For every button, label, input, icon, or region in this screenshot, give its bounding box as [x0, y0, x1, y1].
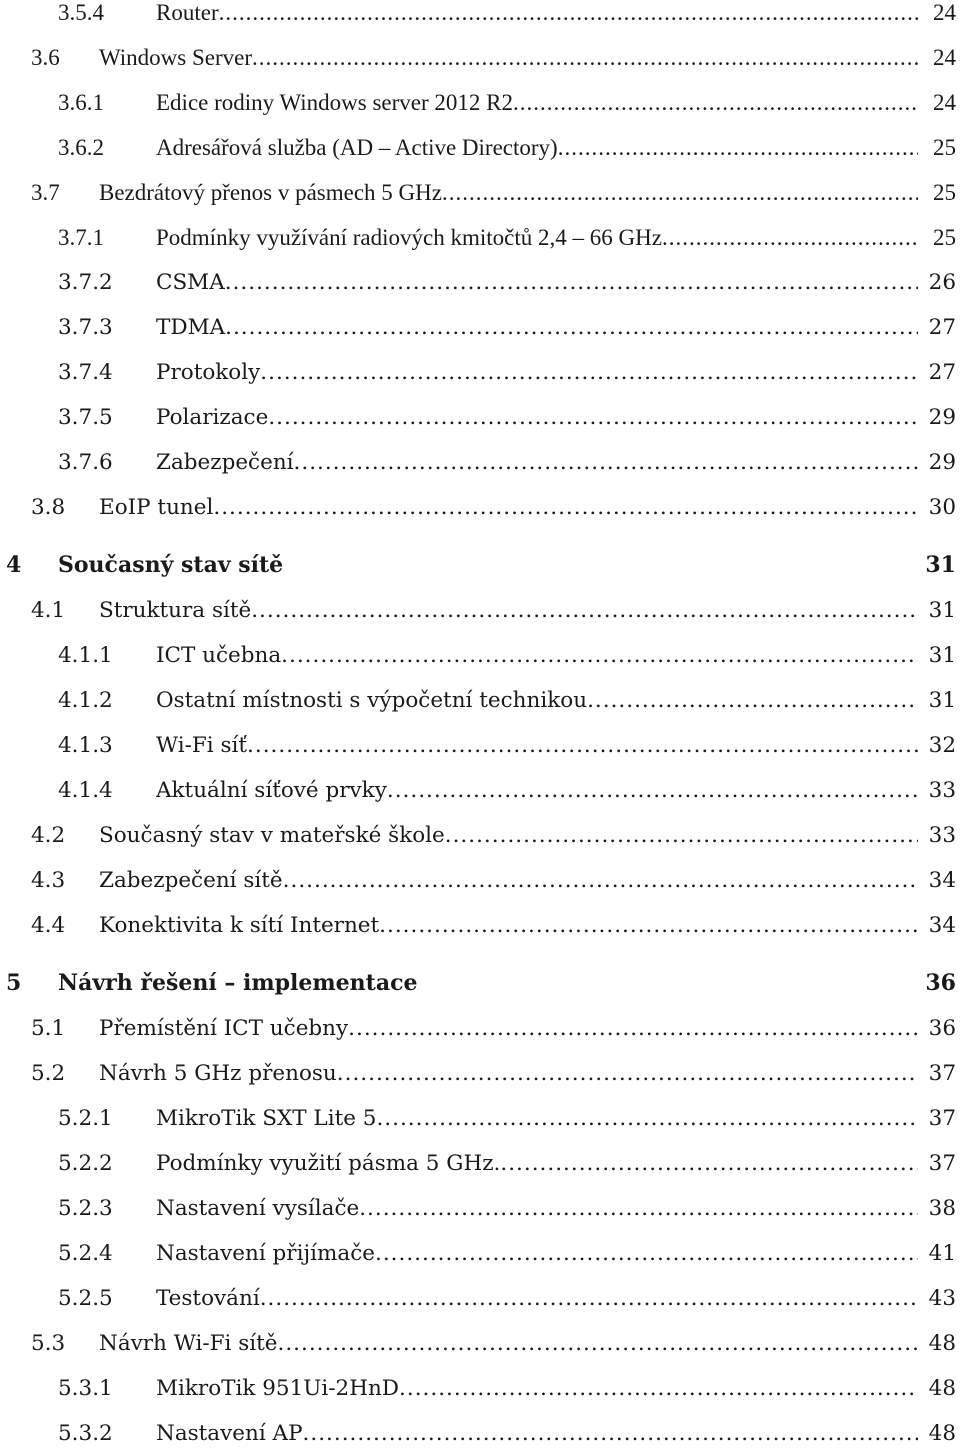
toc-entry-page-number: 38	[928, 1196, 956, 1221]
toc-entry-page-number: 36	[928, 1016, 956, 1041]
toc-entry-title: Přemístění ICT učebny	[99, 1016, 349, 1041]
toc-entry-title-wrap	[156, 1192, 918, 1226]
toc-entry-page-number: 25	[933, 225, 956, 250]
toc-entry-title: Polarizace	[156, 405, 269, 430]
toc-entry-title-wrap	[156, 1102, 918, 1136]
toc-entry-number: 3.7.1	[58, 225, 104, 250]
toc-entry-title-wrap	[156, 1237, 918, 1271]
toc-entry-page-number: 25	[933, 180, 956, 205]
toc-entry[interactable]	[0, 1102, 960, 1136]
toc-entry-title: Nastavení přijímače	[156, 1241, 375, 1266]
toc-entry-title-wrap	[156, 311, 918, 345]
toc-entry-number: 3.6	[31, 45, 60, 70]
dot-leader	[219, 0, 918, 30]
toc-entry-number: 3.6.2	[58, 135, 104, 160]
toc-entry-title-wrap	[156, 639, 918, 673]
dot-leader	[278, 1327, 919, 1361]
toc-entry[interactable]	[0, 131, 960, 165]
toc-entry-page-number: 31	[928, 643, 956, 668]
toc-entry-title: Návrh řešení – implementace	[58, 970, 418, 996]
toc-entry-title: Edice rodiny Windows server 2012 R2	[156, 90, 514, 115]
toc-entry-number: 4.1.2	[58, 688, 113, 713]
toc-entry-number: 3.8	[31, 495, 66, 520]
toc-entry-page-number: 31	[928, 688, 956, 713]
toc-entry-title: Současný stav sítě	[58, 552, 284, 578]
dot-leader	[225, 266, 918, 300]
dot-leader	[379, 909, 918, 943]
toc-entry-title-wrap	[99, 491, 918, 525]
toc-entry-page-number: 48	[928, 1331, 956, 1356]
toc-entry-number: 3.7.6	[58, 450, 113, 475]
toc-entry-number: 3.7.3	[58, 315, 113, 340]
toc-entry[interactable]	[0, 1327, 960, 1361]
toc-entry[interactable]	[0, 864, 960, 898]
toc-entry-title: Nastavení vysílače	[156, 1196, 360, 1221]
toc-entry-page-number: 34	[928, 913, 956, 938]
dot-leader	[294, 446, 918, 480]
toc-entry-number: 5.2.4	[58, 1241, 113, 1266]
toc-entry-title: Adresářová služba (AD – Active Directory)	[156, 135, 558, 160]
toc-entry-title: MikroTik SXT Lite 5	[156, 1106, 377, 1131]
toc-entry-title-wrap	[156, 1372, 918, 1406]
toc-entry[interactable]	[0, 1237, 960, 1271]
toc-entry-title: ICT učebna	[156, 643, 282, 668]
toc-entry[interactable]	[0, 1057, 960, 1091]
toc-entry[interactable]	[0, 176, 960, 210]
toc-entry-title-wrap	[58, 966, 918, 1000]
toc-entry[interactable]	[0, 491, 960, 525]
toc-entry[interactable]	[0, 266, 960, 300]
toc-entry-number: 4.1.3	[58, 733, 113, 758]
toc-entry-title-wrap	[156, 729, 918, 763]
dot-leader	[213, 491, 918, 525]
toc-entry-title-wrap	[156, 446, 918, 480]
toc-entry[interactable]	[0, 639, 960, 673]
dot-leader	[247, 729, 918, 763]
dot-leader	[283, 864, 918, 898]
dot-leader	[375, 1237, 918, 1271]
toc-entry-page-number: 41	[928, 1241, 956, 1266]
toc-entry[interactable]	[0, 86, 960, 120]
toc-entry-title: Struktura sítě	[99, 598, 252, 623]
toc-entry-title: Návrh 5 GHz přenosu	[99, 1061, 337, 1086]
toc-entry-page-number: 30	[928, 495, 956, 520]
toc-entry-page-number: 24	[933, 0, 956, 25]
toc-entry[interactable]	[0, 729, 960, 763]
toc-entry-title-wrap	[99, 594, 918, 628]
dot-leader	[281, 639, 918, 673]
toc-entry-title-wrap	[156, 1282, 918, 1316]
toc-entry-title: Zabezpečení sítě	[99, 868, 283, 893]
toc-entry-title: Router	[156, 0, 219, 25]
toc-entry-title-wrap	[156, 0, 918, 30]
toc-entry-number: 5.2.5	[58, 1286, 113, 1311]
toc-entry-title: Windows Server	[99, 45, 253, 70]
toc-entry-page-number: 32	[928, 733, 956, 758]
toc-entry-number: 4.1.4	[58, 778, 113, 803]
toc-entry[interactable]	[0, 221, 960, 255]
toc-entry-title: Ostatní místnosti s výpočetní technikou	[156, 688, 588, 713]
toc-entry-title: Konektivita k sítí Internet	[99, 913, 380, 938]
toc-entry-page-number: 33	[928, 823, 956, 848]
toc-entry-number: 3.7	[31, 180, 60, 205]
toc-entry[interactable]	[0, 1192, 960, 1226]
toc-entry-page-number: 27	[928, 360, 956, 385]
toc-entry-title: TDMA	[156, 315, 226, 340]
toc-entry-number: 5.2.3	[58, 1196, 113, 1221]
dot-leader	[662, 221, 918, 255]
toc-entry-page-number: 24	[933, 45, 956, 70]
toc-entry-page-number: 29	[928, 405, 956, 430]
toc-entry-number: 4.4	[31, 913, 66, 938]
dot-leader	[442, 176, 918, 210]
toc-entry-title-wrap	[99, 176, 918, 210]
toc-entry[interactable]	[0, 446, 960, 480]
toc-entry-number: 5.3.1	[58, 1376, 113, 1401]
toc-entry-title: Podmínky využití pásma 5 GHz.	[156, 1151, 501, 1176]
toc-entry[interactable]	[0, 1012, 960, 1046]
toc-entry-page-number: 27	[928, 315, 956, 340]
toc-entry-number: 4.1	[31, 598, 66, 623]
toc-entry-page-number: 31	[925, 552, 956, 578]
toc-entry-title-wrap	[156, 774, 918, 808]
toc-entry-number: 5.1	[31, 1016, 66, 1041]
toc-entry-number: 4.1.1	[58, 643, 113, 668]
toc-entry-page-number: 24	[933, 90, 956, 115]
dot-leader	[376, 1102, 918, 1136]
toc-entry[interactable]	[0, 401, 960, 435]
toc-entry-title-wrap	[99, 819, 918, 853]
toc-entry-title-wrap	[156, 131, 918, 165]
toc-entry-title-wrap	[58, 548, 918, 582]
dot-leader	[260, 1282, 918, 1316]
toc-entry[interactable]	[0, 1147, 960, 1181]
toc-entry-number: 5.3	[31, 1331, 66, 1356]
toc-entry-title: Současný stav v mateřské škole	[99, 823, 445, 848]
dot-leader	[500, 1147, 918, 1181]
toc-entry-page-number: 48	[928, 1376, 956, 1401]
dot-leader	[359, 1192, 918, 1226]
toc-entry-title-wrap	[99, 864, 918, 898]
toc-entry[interactable]	[0, 41, 960, 75]
toc-entry-number: 3.5.4	[58, 0, 104, 25]
toc-chapter-heading[interactable]	[0, 548, 960, 582]
dot-leader	[225, 311, 918, 345]
toc-entry-page-number: 29	[928, 450, 956, 475]
toc-entry-page-number: 31	[928, 598, 956, 623]
toc-entry-number: 4.3	[31, 868, 66, 893]
dot-leader	[445, 819, 918, 853]
toc-entry-page-number: 25	[933, 135, 956, 160]
toc-entry-title-wrap	[156, 684, 918, 718]
toc-entry-page-number: 37	[928, 1151, 956, 1176]
toc-entry-title-wrap	[99, 909, 918, 943]
dot-leader	[513, 86, 918, 120]
toc-entry-title-wrap	[99, 41, 918, 75]
toc-entry-title-wrap	[99, 1012, 918, 1046]
dot-leader	[387, 774, 918, 808]
dot-leader	[260, 356, 918, 390]
toc-entry-number: 3.6.1	[58, 90, 104, 115]
toc-entry-title-wrap	[156, 401, 918, 435]
toc-entry-number: 5.3.2	[58, 1421, 113, 1446]
toc-entry-title-wrap	[156, 221, 918, 255]
toc-entry-page-number: 48	[928, 1421, 956, 1446]
toc-entry-title-wrap	[156, 356, 918, 390]
toc-entry[interactable]	[0, 311, 960, 345]
toc-entry-page-number: 37	[928, 1061, 956, 1086]
toc-entry[interactable]	[0, 594, 960, 628]
toc-entry-title: Protokoly	[156, 360, 261, 385]
toc-entry[interactable]	[0, 0, 960, 30]
toc-entry[interactable]	[0, 1372, 960, 1406]
toc-entry-page-number: 26	[928, 270, 956, 295]
toc-entry-page-number: 36	[925, 970, 956, 996]
toc-entry-number: 5.2	[31, 1061, 66, 1086]
dot-leader	[558, 131, 918, 165]
toc-entry-title: MikroTik 951Ui-2HnD	[156, 1376, 400, 1401]
toc-entry-title: CSMA	[156, 270, 225, 295]
dot-leader	[251, 594, 918, 628]
toc-entry-title-wrap	[156, 1147, 918, 1181]
toc-entry[interactable]	[0, 356, 960, 390]
toc-entry-number: 3.7.4	[58, 360, 113, 385]
toc-entry-title: Podmínky využívání radiových kmitočtů 2,4 – 66 GHz	[156, 225, 662, 250]
toc-entry-title: Bezdrátový přenos v pásmech 5 GHz	[99, 180, 442, 205]
toc-entry-page-number: 33	[928, 778, 956, 803]
toc-entry-title: EoIP tunel	[99, 495, 214, 520]
toc-entry-number: 3.7.2	[58, 270, 113, 295]
toc-entry-title: Návrh Wi-Fi sítě	[99, 1331, 278, 1356]
toc-entry-title-wrap	[156, 266, 918, 300]
toc-entry-number: 4	[6, 552, 22, 578]
toc-entry-title: Testování	[156, 1286, 260, 1311]
dot-leader	[348, 1012, 918, 1046]
dot-leader	[587, 684, 918, 718]
toc-chapter-heading[interactable]	[0, 966, 960, 1000]
dot-leader	[337, 1057, 918, 1091]
dot-leader	[399, 1372, 918, 1406]
toc-entry[interactable]	[0, 1282, 960, 1316]
toc-entry-page-number: 34	[928, 868, 956, 893]
toc-entry[interactable]	[0, 909, 960, 943]
dot-leader	[268, 401, 918, 435]
toc-entry-number: 5.2.2	[58, 1151, 113, 1176]
toc-entry-title: Nastavení AP	[156, 1421, 303, 1446]
toc-entry-number: 4.2	[31, 823, 66, 848]
toc-entry[interactable]	[0, 819, 960, 853]
toc-entry-title: Aktuální síťové prvky	[156, 778, 387, 803]
toc-entry-title: Wi-Fi síť	[156, 733, 248, 758]
toc-entry-number: 5.2.1	[58, 1106, 113, 1131]
toc-entry-number: 3.7.5	[58, 405, 113, 430]
toc-entry-page-number: 43	[928, 1286, 956, 1311]
toc-entry[interactable]	[0, 774, 960, 808]
toc-entry-page-number: 37	[928, 1106, 956, 1131]
toc-entry-title-wrap	[99, 1327, 918, 1361]
toc-entry-title-wrap	[156, 86, 918, 120]
toc-entry[interactable]	[0, 684, 960, 718]
toc-entry-title: Zabezpečení	[156, 450, 294, 475]
toc-entry-title-wrap	[99, 1057, 918, 1091]
dot-leader	[252, 41, 918, 75]
toc-entry-number: 5	[6, 970, 22, 996]
